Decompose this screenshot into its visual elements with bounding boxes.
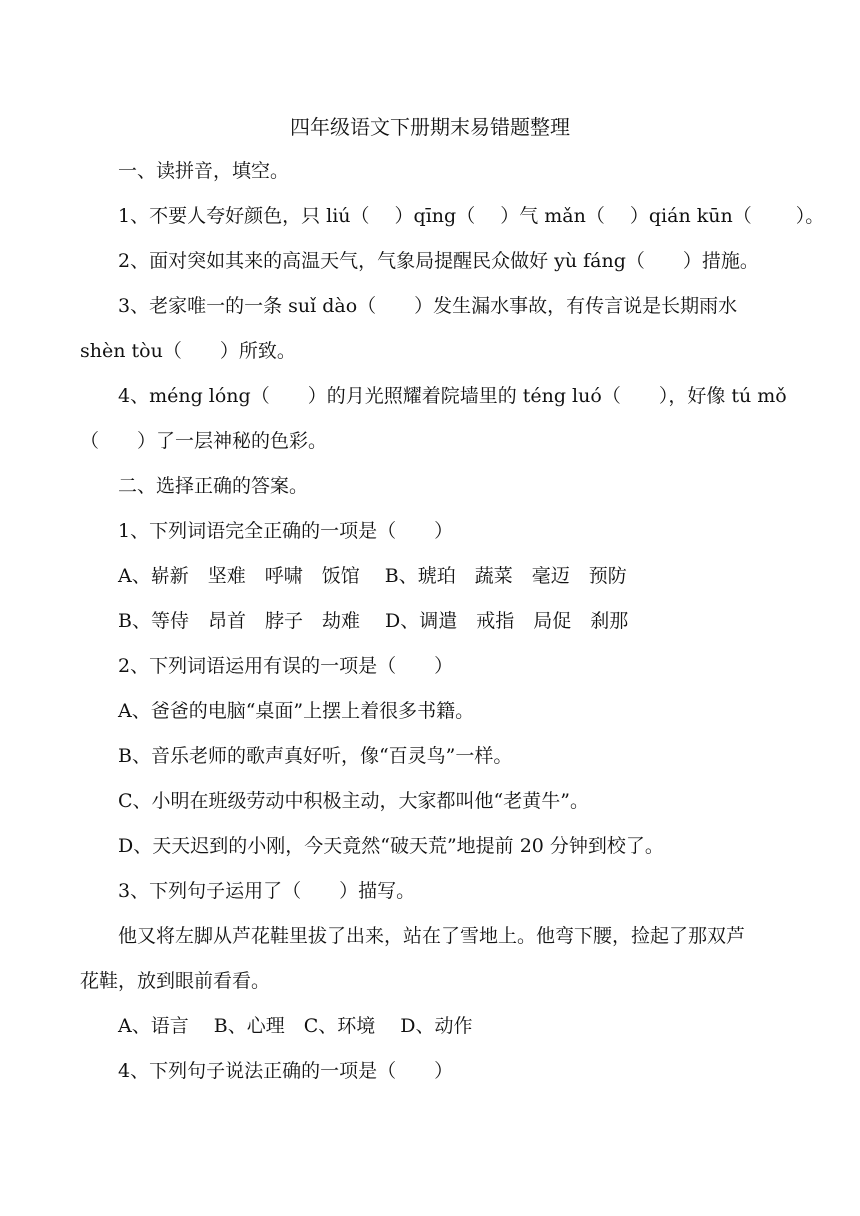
question-2-1-options-row2: B、等侍 昂首 脖子 劫难 D、调遣 戒指 局促 刹那	[118, 610, 629, 632]
question-2-1-stem: 1、下列词语完全正确的一项是（ ）	[118, 520, 454, 542]
page-title: 四年级语文下册期末易错题整理	[290, 115, 570, 139]
question-2-2-option-c: C、小明在班级劳动中积极主动，大家都叫他“老黄牛”。	[118, 790, 589, 812]
section-heading-2: 二、选择正确的答案。	[118, 475, 309, 497]
question-2-1-options-row1: A、崭新 坚难 呼啸 饭馆 B、琥珀 蔬菜 毫迈 预防	[118, 565, 627, 587]
question-2-2-option-b: B、音乐老师的歌声真好听，像“百灵鸟”一样。	[118, 745, 513, 767]
question-1-4-line1: 4、méng lóng（ ）的月光照耀着院墙里的 téng luó（ ），好像 tú mǒ	[118, 385, 787, 407]
question-1-2: 2、面对突如其来的高温天气，气象局提醒民众做好 yù fáng（ ）措施。	[118, 250, 759, 272]
question-2-3-stem: 3、下列句子运用了（ ）描写。	[118, 880, 416, 902]
question-2-2-option-a: A、爸爸的电脑“桌面”上摆上着很多书籍。	[118, 700, 475, 722]
question-1-4-line2: （ ）了一层神秘的色彩。	[80, 430, 328, 452]
question-1-1: 1、不要人夸好颜色，只 liú（ ）qīng（ ）气 mǎn（ ）qián kūn（ ）。	[118, 205, 825, 227]
question-2-2-option-d: D、天天迟到的小刚，今天竟然“破天荒”地提前 20 分钟到校了。	[118, 835, 664, 857]
question-2-3-passage-line1: 他又将左脚从芦花鞋里拔了出来，站在了雪地上。他弯下腰，捡起了那双芦	[118, 925, 746, 947]
question-2-2-stem: 2、下列词语运用有误的一项是（ ）	[118, 655, 454, 677]
question-2-4-stem: 4、下列句子说法正确的一项是（ ）	[118, 1060, 454, 1082]
question-2-3-passage-line2: 花鞋，放到眼前看看。	[80, 970, 271, 992]
section-heading-1: 一、读拼音，填空。	[118, 160, 290, 182]
question-1-3-line1: 3、老家唯一的一条 suǐ dào（ ）发生漏水事故，有传言说是长期雨水	[118, 295, 738, 317]
question-2-3-options: A、语言 B、心理 C、环境 D、动作	[118, 1015, 473, 1037]
question-1-3-line2: shèn tòu（ ）所致。	[80, 340, 296, 362]
